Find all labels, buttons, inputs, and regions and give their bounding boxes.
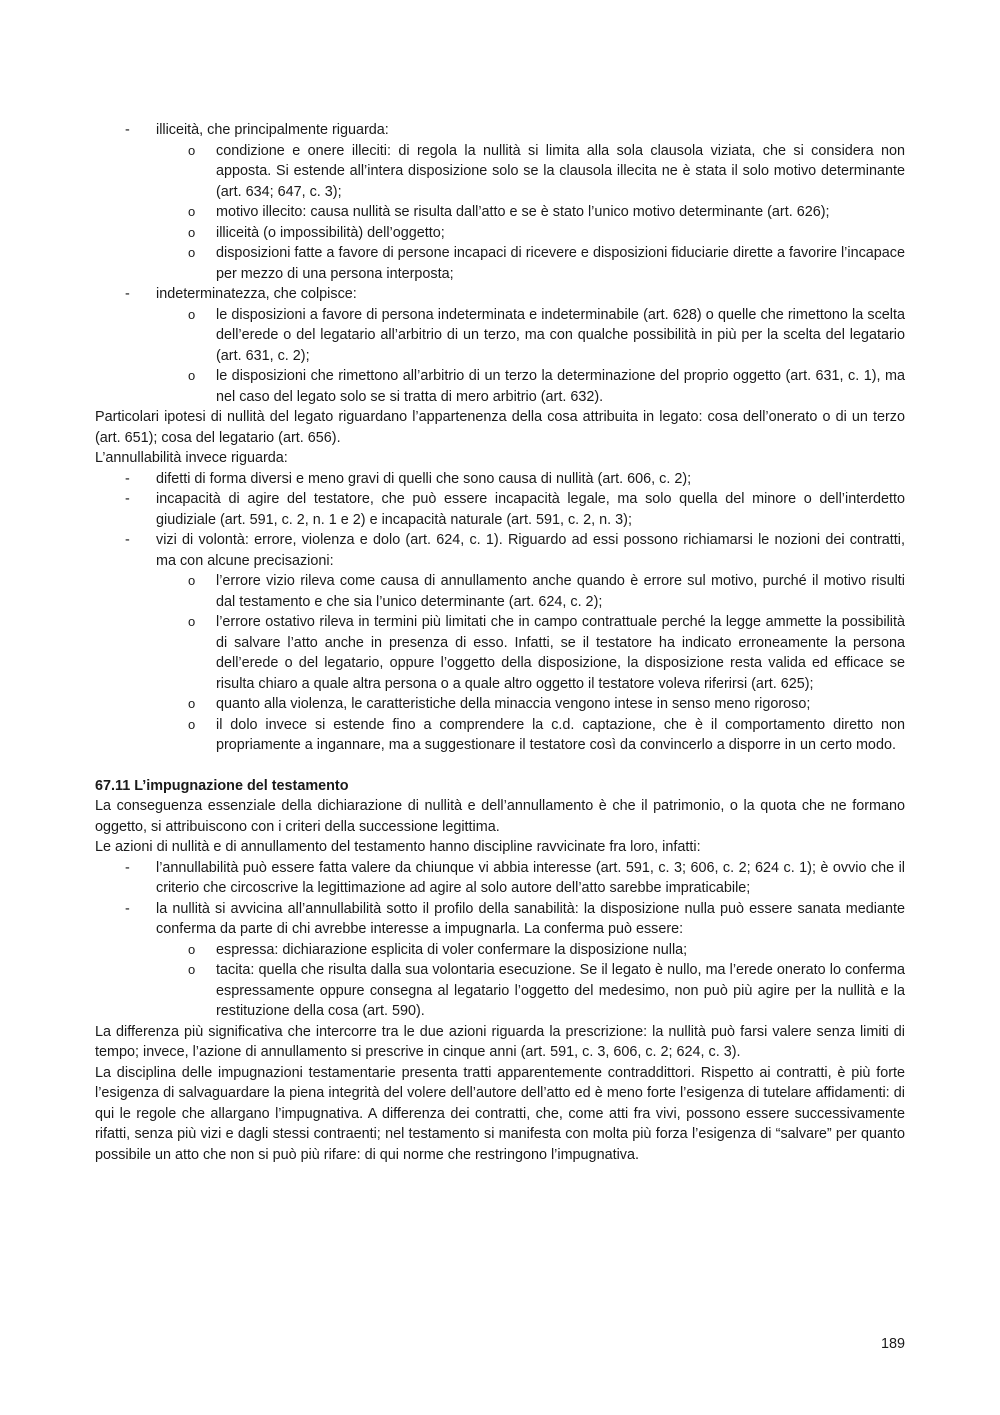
sub-list-item (156, 694, 905, 715)
circle-bullet: o (188, 614, 196, 629)
sub-list-item (156, 223, 905, 244)
sub-list-item-text: quanto alla violenza, le caratteristiche della minaccia vengono intese in senso meno rigoroso; (216, 696, 811, 712)
list-item (95, 530, 905, 756)
document-body (95, 120, 905, 1165)
page-number: 189 (880, 1336, 905, 1352)
sub-list (156, 305, 905, 408)
dash-bullet: - (125, 286, 130, 302)
list-azioni (95, 858, 905, 1022)
circle-bullet: o (188, 941, 196, 957)
circle-bullet: o (188, 368, 196, 383)
circle-bullet: o (188, 204, 196, 219)
sub-list-item (156, 305, 905, 367)
circle-bullet: o (188, 573, 196, 588)
sub-list-item (156, 366, 905, 407)
sub-list-item-text: motivo illecito: causa nullità se risulta dall’atto e se è stato l’unico motivo determinante (art. 626); (216, 204, 830, 220)
sub-list-item-text: l’errore vizio rileva come causa di annullamento anche quando è errore sul motivo, purché il motivo risulti dal testamento e che sia l’unico determinante (art. 624, c. 2); (216, 573, 905, 610)
dash-bullet: - (125, 900, 130, 917)
paragraph-azioni: Le azioni di nullità e di annullamento del testamento hanno discipline ravvicinate fra loro, infatti: (95, 839, 701, 855)
list-item-text: l’annullabilità può essere fatta valere da chiunque vi abbia interesse (art. 591, c. 3; 606, c. 2; 624 c. 1); è ovvio che il criterio che circoscrive la legittimazione ad agire al solo autore dell’atto sarebbe impraticabile; (156, 859, 905, 896)
circle-bullet: o (188, 245, 196, 260)
circle-bullet: o (188, 962, 196, 977)
list-item-text: indeterminatezza, che colpisce: (156, 286, 357, 302)
section-heading: 67.11 L’impugnazione del testamento (95, 777, 349, 794)
list-annullabilita-causes (95, 469, 905, 756)
circle-bullet: o (188, 716, 196, 732)
sub-list-item (156, 960, 905, 1022)
dash-bullet: - (125, 470, 130, 487)
circle-bullet: o (188, 306, 196, 322)
sub-list-item-text: espressa: dichiarazione esplicita di voler confermare la disposizione nulla; (216, 941, 688, 958)
dash-bullet: - (125, 122, 130, 138)
dash-bullet: - (125, 491, 130, 507)
list-item-text: difetti di forma diversi e meno gravi di quelli che sono causa di nullità (art. 606, c. 2); (156, 470, 692, 487)
list-item (95, 858, 905, 899)
sub-list-item-text: tacita: quella che risulta dalla sua volontaria esecuzione. Se il legato è nullo, ma l’erede onerato lo conferma espressamente oppure consegna al legatario l’oggetto del medesimo, non può più agire per la nullità e la restituzione della cosa (art. 590). (216, 962, 905, 1019)
list-item (95, 469, 905, 490)
list-item-text: illiceità, che principalmente riguarda: (156, 122, 389, 138)
sub-list-item (156, 141, 905, 203)
paragraph-disciplina: La disciplina delle impugnazioni testamentarie presenta tratti apparentemente contraddittori. Rispetto ai contratti, è più forte l’esigenza di salvaguardare la piena integrità del volere dell’autore dell’atto ed è meno forte l’esigenza di tutelare affidamenti: di qui le regole che allargano l’impugnativa. A differenza dei contratti, che, come atti fra vivi, possono essere successivamente rifatti, senza più vizi e dagli stessi contraenti; nel testamento si manifesta con molta più forza l’esigenza di “salvare” per quanto possibile un atto che non si può più rifare: di qui norme che restringono l’impugnativa. (95, 1064, 905, 1163)
sub-list-item (156, 571, 905, 612)
paragraph-legato: Particolari ipotesi di nullità del legato riguardano l’appartenenza della cosa attribuita in legato: cosa dell’onerato o di un terzo (art. 651); cosa del legatario (art. 656). (95, 409, 905, 446)
sub-list-item-text: illiceità (o impossibilità) dell’oggetto; (216, 224, 445, 241)
sub-list-item (156, 202, 905, 223)
sub-list-item-text: condizione e onere illeciti: di regola la nullità si limita alla sola clausola viziata, che si considera non apposta. Si estende all’intera disposizione solo se la clausola illecita ne è stata il solo motivo determinante (art. 634; 647, c. 3); (216, 142, 905, 200)
sub-list-item-text: le disposizioni a favore di persona indeterminata e indeterminabile (art. 628) o quelle che rimettono la scelta dell’erede o del legatario all’arbitrio di un terzo, ma con qualche possibilità in più per la scelta del legatario (art. 631, c. 2); (216, 306, 905, 364)
list-item (95, 899, 905, 1022)
sub-list (156, 940, 905, 1022)
list-item (95, 120, 905, 284)
dash-bullet: - (125, 859, 130, 876)
circle-bullet: o (188, 696, 196, 711)
paragraph-annullabilita-intro: L’annullabilità invece riguarda: (95, 450, 288, 466)
list-item (95, 489, 905, 530)
circle-bullet: o (188, 224, 196, 240)
sub-list-item (156, 612, 905, 694)
list-item-text: la nullità si avvicina all’annullabilità sotto il profilo della sanabilità: la disposizione nulla può essere sanata mediante conferma da parte di chi avrebbe interesse a impugnarla. La conferma può essere: (156, 900, 905, 937)
sub-list-item (156, 715, 905, 756)
sub-list-item (156, 940, 905, 961)
sub-list (156, 141, 905, 285)
sub-list-item (156, 243, 905, 284)
sub-list-item-text: disposizioni fatte a favore di persone incapaci di ricevere e disposizioni fiduciarie dirette a favorire l’incapace per mezzo di una persona interposta; (216, 245, 905, 282)
list-nullita-causes (95, 120, 905, 407)
list-item-text: vizi di volontà: errore, violenza e dolo (art. 624, c. 1). Riguardo ad essi possono richiamarsi le nozioni dei contratti, ma con alcune precisazioni: (156, 532, 905, 569)
paragraph-conseguenza: La conseguenza essenziale della dichiarazione di nullità e dell’annullamento è che il patrimonio, o la quota che ne formano oggetto, si attribuiscono con i criteri della successione legittima. (95, 798, 905, 835)
sub-list-item-text: il dolo invece si estende fino a comprendere la c.d. captazione, che è il comportamento diretto non propriamente a ingannare, ma a suggestionare il testatore così da convincerlo a disporre in un certo modo. (216, 716, 905, 753)
paragraph-differenza: La differenza più significativa che intercorre tra le due azioni riguarda la prescrizione: la nullità può farsi valere senza limiti di tempo; invece, l’azione di annullamento si prescrive in cinque anni (art. 591, c. 3, 606, c. 2; 624, c. 3). (95, 1023, 905, 1060)
list-item-text: incapacità di agire del testatore, che può essere incapacità legale, ma solo quella del minore o dell’interdetto giudiziale (art. 591, c. 2, n. 1 e 2) e incapacità naturale (art. 591, c. 2, n. 3); (156, 491, 905, 528)
sub-list (156, 571, 905, 756)
list-item (95, 284, 905, 407)
sub-list-item-text: l’errore ostativo rileva in termini più limitati che in campo contrattuale perché la legge ammette la possibilità di salvare l’atto anche in presenza di esso. Infatti, se il testatore ha indicato erroneamente la persona dell’erede o del legatario, oppure l’oggetto della disposizione, la disposizione resta valida ed efficace se risulta chiaro a quale altra persona o a quale altro oggetto il testatore voleva riferirsi (art. 625); (216, 614, 905, 692)
sub-list-item-text: le disposizioni che rimettono all’arbitrio di un terzo la determinazione del proprio oggetto (art. 631, c. 1), ma nel caso del legato solo se si tratta di mero arbitrio (art. 632). (216, 368, 905, 405)
circle-bullet: o (188, 142, 196, 158)
dash-bullet: - (125, 532, 130, 548)
